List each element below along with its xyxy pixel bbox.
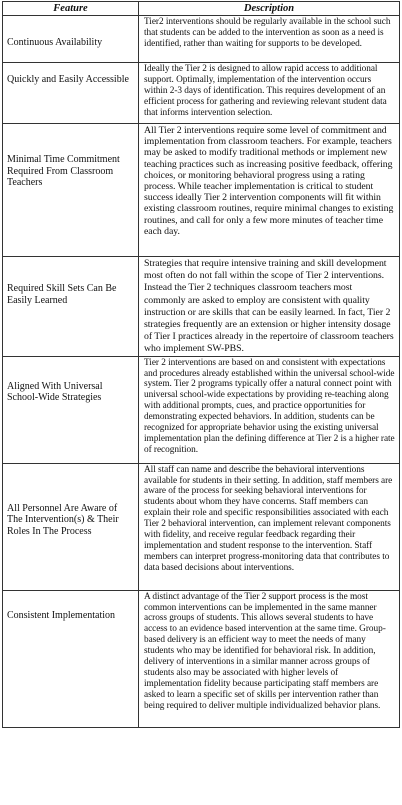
- description-text: Strategies that require intensive training and skill development most often do not fall within the scope of Tier 2 interventions. Instead the Tier 2 techniques classroom teachers most commonly are asked to employ are consistent with quality instruction or are skills that can be easily learned. In fact, Tier 2 strategies frequently are an extension or higher intensity dosage of Tier I practices already in the repertoire of classroom teachers who implement SW-PBS.: [144, 258, 394, 355]
- table-header-row: [3, 2, 400, 16]
- description-text: All staff can name and describe the behavioral interventions available for students in their setting. In addition, staff members are aware of the process for seeking behavioral interventions for students about whom they have concerns. Staff members can explain their role and specific responsibilities associated with each Tier 2 behavioral intervention, can implement relevant components with fidelity, and receive regular feedback regarding their implementation and student response to the intervention. Staff members can interpret progress-monitoring data that contributes to data based decisions about interventions.: [144, 464, 393, 573]
- description-text: Ideally the Tier 2 is designed to allow rapid access to additional support. Optimally, implementation of the intervention occurs within 2-3 days of identification. This requires development of an efficient process for gathering and reviewing relevant student data that informs intervention selection.: [144, 64, 387, 118]
- description-cell: [139, 463, 400, 590]
- description-text: All Tier 2 interventions require some level of commitment and implementation from classroom teachers. For example, teachers may be asked to modify traditional methods or implement new teaching practices such as increasing positive feedback, offering choices, or monitoring behavioral progress using a rating process. While teacher implementation is critical to student success ideally Tier 2 intervention components will fit within existing classroom routines, require minimal changes to existing routines, and call for only a few more minutes of teacher time each day.: [144, 125, 394, 237]
- feature-cell: [3, 356, 139, 463]
- feature-text: Required Skill Sets Can Be Easily Learned: [7, 283, 117, 306]
- description-cell: [139, 124, 400, 257]
- feature-text: Quickly and Easily Accessible: [7, 74, 129, 85]
- description-cell: [139, 16, 400, 63]
- table-row: [3, 463, 400, 590]
- table-row: [3, 257, 400, 357]
- feature-cell: [3, 257, 139, 357]
- description-cell: [139, 590, 400, 727]
- header-description: Description: [139, 2, 400, 16]
- feature-cell: [3, 590, 139, 727]
- header-feature: Feature: [3, 2, 139, 16]
- feature-text: Minimal Time Commitment Required From Classroom Teachers: [7, 154, 120, 189]
- feature-text: Consistent Implementation: [7, 609, 116, 621]
- table-row: [3, 590, 400, 727]
- feature-description-table: [2, 1, 400, 728]
- feature-text: All Personnel Are Aware of The Intervention(s) & Their Roles In The Process: [7, 502, 119, 537]
- description-text: Tier2 interventions should be regularly available in the school such that students can be added to the intervention as soon as a need is identified, rather than waiting for supports to be developed.: [144, 17, 391, 49]
- description-text: A distinct advantage of the Tier 2 support process is the most common interventions can be implemented in the same manner across groups of students. This allows several students to have access to an evidence based intervention at the same time. Group-based delivery is an efficient way to meet the needs of many students who may be identified for behavioral risk. In addition, delivery of interventions in a similar manner across groups of students also may be associated with higher levels of implementation fidelity because participating staff members are asked to learn a specific set of skills per intervention rather than being required to deliver multiple individualized behavior plans.: [144, 591, 386, 711]
- description-text: Tier 2 interventions are based on and consistent with expectations and procedures already established within the universal school-wide system. Tier 2 programs typically offer a natural connect point with universal school-wide expectations by providing re-teaching along with additional prompts, cues, and practice opportunities for demonstrating expected behaviors. In addition, students can be recognized for appropriate behavior using the existing universal implementation plan the defining difference at Tier 2 is a higher rate of recognition.: [144, 357, 395, 455]
- feature-cell: [3, 63, 139, 124]
- feature-text: Continuous Availability: [7, 37, 103, 48]
- table-row: [3, 16, 400, 63]
- feature-cell: [3, 124, 139, 257]
- description-cell: [139, 257, 400, 357]
- feature-cell: [3, 16, 139, 63]
- description-cell: [139, 63, 400, 124]
- table-row: [3, 356, 400, 463]
- description-cell: [139, 356, 400, 463]
- feature-cell: [3, 463, 139, 590]
- feature-text: Aligned With Universal School-Wide Strategies: [7, 380, 103, 404]
- table-row: [3, 124, 400, 257]
- table-row: [3, 63, 400, 124]
